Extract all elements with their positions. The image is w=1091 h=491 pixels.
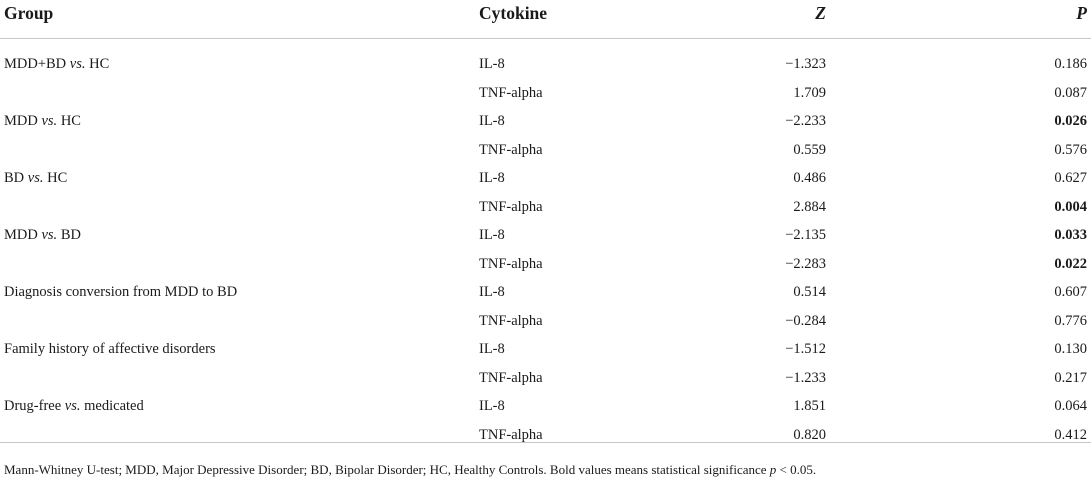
cell-cytokine: TNF-alpha bbox=[479, 84, 543, 101]
cell-cytokine: TNF-alpha bbox=[479, 141, 543, 158]
table-row bbox=[0, 307, 1091, 335]
header-p: P bbox=[1076, 3, 1087, 23]
cell-cytokine: TNF-alpha bbox=[479, 198, 543, 215]
group-vs: vs. bbox=[41, 227, 58, 243]
group-text: Family history of affective disorders bbox=[4, 341, 216, 357]
table-footnote bbox=[4, 462, 816, 478]
cell-p: 0.217 bbox=[1054, 369, 1087, 386]
cell-p: 0.087 bbox=[1054, 84, 1087, 101]
table-row bbox=[0, 250, 1091, 278]
cell-z: −1.233 bbox=[785, 369, 826, 386]
cell-p: 0.776 bbox=[1054, 312, 1087, 329]
cell-z: −1.323 bbox=[785, 56, 826, 72]
table-row bbox=[0, 50, 1091, 78]
table-row bbox=[0, 392, 1091, 420]
cell-z: −1.512 bbox=[785, 341, 826, 357]
group-text-post: medicated bbox=[80, 398, 144, 414]
footnote-text: Mann-Whitney U-test; MDD, Major Depressive Disorder; BD, Bipolar Disorder; HC, Healthy Controls. Bold values means statistical significance bbox=[4, 462, 770, 477]
group-text-post: HC bbox=[57, 113, 81, 129]
header-cytokine: Cytokine bbox=[479, 3, 548, 23]
table-row bbox=[0, 221, 1091, 249]
cell-z: 1.851 bbox=[793, 398, 826, 414]
header-group: Group bbox=[4, 3, 54, 23]
cell-z: 0.559 bbox=[793, 141, 826, 158]
table-row bbox=[0, 421, 1091, 449]
cell-cytokine: TNF-alpha bbox=[479, 426, 543, 443]
table-row bbox=[0, 335, 1091, 363]
group-vs: vs. bbox=[27, 170, 44, 186]
group-text: BD bbox=[4, 170, 28, 186]
cell-z: −0.284 bbox=[785, 312, 826, 329]
footer-divider bbox=[0, 442, 1091, 443]
group-text: Diagnosis conversion from MDD to BD bbox=[4, 284, 238, 300]
group-text: Drug-free bbox=[4, 398, 65, 414]
group-text: MDD+BD bbox=[4, 56, 70, 72]
table-row bbox=[0, 164, 1091, 192]
cell-p: 0.026 bbox=[1054, 113, 1087, 129]
group-vs: vs. bbox=[69, 56, 86, 72]
group-text: MDD bbox=[4, 113, 42, 129]
group-text-post: BD bbox=[57, 227, 81, 243]
cell-cytokine: IL-8 bbox=[479, 227, 505, 243]
cell-cytokine: IL-8 bbox=[479, 341, 505, 357]
cell-z: 0.486 bbox=[793, 170, 826, 186]
cell-p: 0.022 bbox=[1054, 255, 1087, 272]
cell-cytokine: IL-8 bbox=[479, 170, 505, 186]
cell-p: 0.607 bbox=[1054, 284, 1087, 300]
table-row bbox=[0, 193, 1091, 221]
cell-cytokine: IL-8 bbox=[479, 56, 505, 72]
cell-cytokine: IL-8 bbox=[479, 113, 505, 129]
cell-p: 0.627 bbox=[1054, 170, 1087, 186]
table-row bbox=[0, 79, 1091, 107]
table-row bbox=[0, 107, 1091, 135]
cell-cytokine: TNF-alpha bbox=[479, 255, 543, 272]
cell-z: −2.233 bbox=[785, 113, 826, 129]
cell-p: 0.130 bbox=[1054, 341, 1087, 357]
group-text: MDD bbox=[4, 227, 42, 243]
cell-p: 0.412 bbox=[1054, 426, 1087, 443]
group-vs: vs. bbox=[64, 398, 81, 414]
cell-p: 0.186 bbox=[1054, 56, 1087, 72]
table-row bbox=[0, 364, 1091, 392]
cell-p: 0.064 bbox=[1054, 398, 1087, 414]
cell-z: −2.283 bbox=[785, 255, 826, 272]
cell-p: 0.576 bbox=[1054, 141, 1087, 158]
cell-p: 0.004 bbox=[1054, 198, 1087, 215]
group-text-post: HC bbox=[85, 56, 110, 72]
cell-z: 1.709 bbox=[793, 84, 826, 101]
cell-cytokine: IL-8 bbox=[479, 284, 505, 300]
cell-p: 0.033 bbox=[1054, 227, 1087, 243]
cell-cytokine: TNF-alpha bbox=[479, 312, 543, 329]
footnote-p-symbol: p bbox=[769, 462, 777, 477]
table-header bbox=[0, 0, 1091, 39]
group-vs: vs. bbox=[41, 113, 58, 129]
table-row bbox=[0, 278, 1091, 306]
cell-cytokine: TNF-alpha bbox=[479, 369, 543, 386]
cell-z: −2.135 bbox=[785, 227, 826, 243]
cell-z: 2.884 bbox=[793, 198, 826, 215]
footnote-threshold: < 0.05. bbox=[776, 462, 817, 477]
cell-z: 0.514 bbox=[793, 284, 826, 300]
cell-z: 0.820 bbox=[793, 426, 826, 443]
cell-cytokine: IL-8 bbox=[479, 398, 505, 414]
table-row bbox=[0, 136, 1091, 164]
group-text-post: HC bbox=[43, 170, 68, 186]
header-z: Z bbox=[815, 3, 826, 23]
